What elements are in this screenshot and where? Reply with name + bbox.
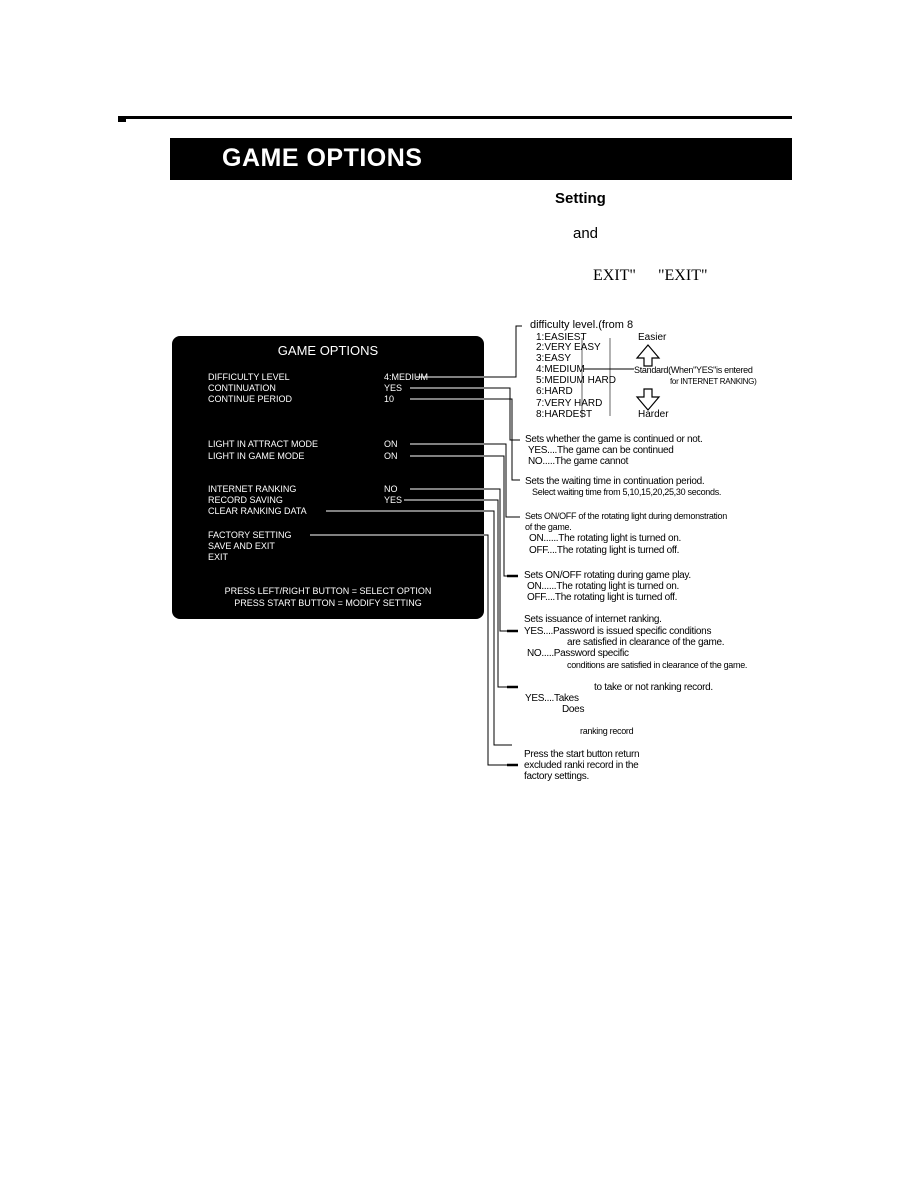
value-continuation: YES (384, 383, 403, 393)
intro-fragment-setting: Setting (555, 190, 606, 207)
screen-title: GAME OPTIONS (277, 343, 379, 358)
gamelight-line1: Sets ON/OFF rotating during game play. (524, 570, 691, 581)
help-modify-setting: PRESS START BUTTON = MODIFY SETTING (234, 598, 422, 608)
option-light-game: LIGHT IN GAME MODE (208, 451, 305, 461)
value-continue-period: 10 (384, 394, 395, 404)
standard-note: for INTERNET RANKING) (670, 377, 757, 386)
continuation-line2: YES....The game can be continued (528, 445, 674, 456)
gamelight-line2: ON......The rotating light is turned on. (527, 581, 679, 592)
factory-line3: factory settings. (524, 771, 589, 782)
easier-label: Easier (638, 332, 667, 343)
intro-fragment-and: and (573, 225, 599, 242)
continuation-line1: Sets whether the game is continued or not. (525, 434, 703, 445)
intro-fragment-exit-2: "EXIT" (658, 267, 708, 284)
page-title: GAME OPTIONS (222, 144, 423, 172)
record-line1: to take or not ranking record. (594, 682, 713, 693)
factory-line2: excluded ranki record in the (524, 760, 639, 771)
attract-line4: OFF....The rotating light is turned off. (529, 545, 680, 556)
option-record-saving: RECORD SAVING (208, 495, 283, 505)
internet-line2: YES....Password is issued specific conditions (524, 626, 712, 637)
value-difficulty-level: 4:MEDIUM (384, 372, 429, 382)
help-select-option: PRESS LEFT/RIGHT BUTTON = SELECT OPTION (224, 586, 432, 596)
harder-label: Harder (638, 409, 669, 420)
level-4: 4:MEDIUM (536, 364, 585, 375)
period-line1: Sets the waiting time in continuation period. (525, 476, 705, 487)
value-light-game: ON (384, 451, 398, 461)
record-line3: Does (562, 704, 585, 715)
internet-line1: Sets issuance of internet ranking. (524, 614, 662, 625)
level-2: 2:VERY EASY (536, 342, 601, 353)
record-line2: YES....Takes (525, 693, 579, 704)
gamelight-line3: OFF....The rotating light is turned off. (527, 592, 678, 603)
option-continue-period: CONTINUE PERIOD (208, 394, 293, 404)
attract-line3: ON......The rotating light is turned on. (529, 533, 681, 544)
option-difficulty-level: DIFFICULTY LEVEL (208, 372, 290, 382)
option-clear-ranking: CLEAR RANKING DATA (208, 506, 307, 516)
continuation-line3: NO.....The game cannot (528, 456, 629, 467)
level-8: 8:HARDEST (536, 409, 593, 420)
internet-line3: are satisfied in clearance of the game. (567, 637, 725, 648)
level-7: 7:VERY HARD (536, 398, 603, 409)
option-save-and-exit: SAVE AND EXIT (208, 541, 275, 551)
option-continuation: CONTINUATION (208, 383, 276, 393)
internet-line4: NO.....Password specific (527, 648, 629, 659)
period-line2: Select waiting time from 5,10,15,20,25,30 seconds. (532, 487, 722, 497)
factory-line1: Press the start button return (524, 749, 640, 760)
standard-label: Standard(When"YES"is entered (634, 365, 753, 375)
level-1: 1:EASIEST (536, 332, 587, 343)
option-light-attract: LIGHT IN ATTRACT MODE (208, 439, 319, 449)
internet-line5: conditions are satisfied in clearance of the game. (567, 660, 748, 670)
attract-line1: Sets ON/OFF of the rotating light during demonstration (525, 511, 727, 521)
level-5: 5:MEDIUM HARD (536, 375, 617, 386)
value-record-saving: YES (384, 495, 403, 505)
difficulty-intro: difficulty level.(from 8 (530, 319, 634, 331)
value-light-attract: ON (384, 439, 398, 449)
option-exit: EXIT (208, 552, 229, 562)
level-6: 6:HARD (536, 386, 573, 397)
attract-line2: of the game. (525, 522, 572, 532)
level-3: 3:EASY (536, 353, 572, 364)
option-factory-setting: FACTORY SETTING (208, 530, 292, 540)
value-internet-ranking: NO (384, 484, 398, 494)
intro-fragment-exit-1: EXIT" (593, 267, 636, 284)
option-internet-ranking: INTERNET RANKING (208, 484, 297, 494)
clear-line1: ranking record (580, 726, 634, 736)
